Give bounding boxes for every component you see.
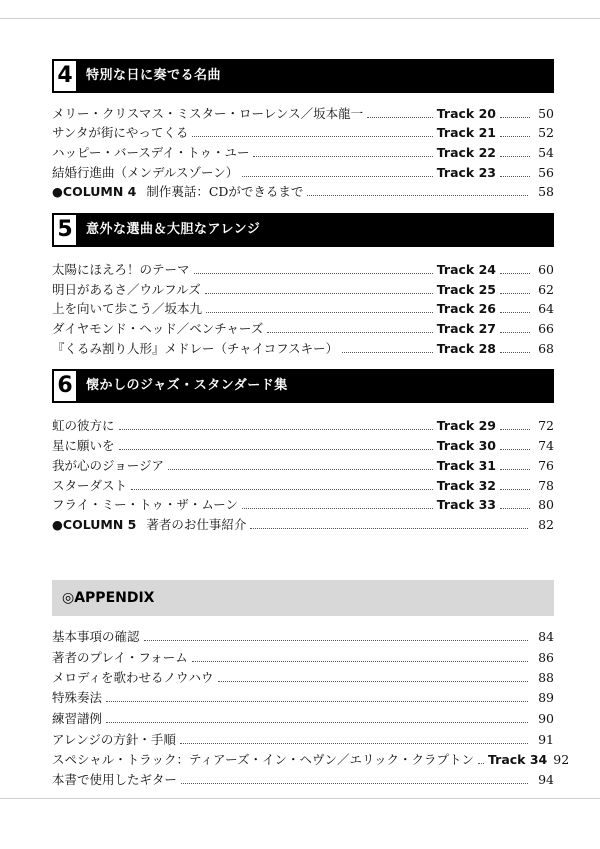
dot-leader bbox=[250, 528, 528, 529]
chapter-4-header bbox=[52, 59, 554, 93]
appendix-entry[interactable] bbox=[52, 669, 554, 687]
chapter-5-header bbox=[52, 213, 554, 247]
column-label: ●COLUMN 5 bbox=[52, 517, 137, 532]
toc-entry[interactable] bbox=[52, 477, 554, 495]
track-number: Track 34 bbox=[488, 752, 548, 767]
track-number: Track 30 bbox=[436, 438, 496, 453]
toc-entry[interactable] bbox=[52, 417, 554, 435]
appendix-item-title: アレンジの方針・手順 bbox=[52, 732, 176, 747]
chapter-number: 4 bbox=[52, 59, 78, 93]
track-number: Track 25 bbox=[436, 282, 496, 297]
dot-leader bbox=[367, 117, 433, 118]
song-title: ハッピー・バースデイ・トゥ・ユー bbox=[52, 145, 250, 160]
page-number: 91 bbox=[538, 732, 554, 747]
dot-leader bbox=[119, 449, 433, 450]
track-number: Track 24 bbox=[436, 262, 496, 277]
chapter-title: 特別な日に奏でる名曲 bbox=[86, 68, 222, 83]
dot-leader bbox=[144, 640, 528, 641]
song-title: メリー・クリスマス・ミスター・ローレンス／坂本龍一 bbox=[52, 106, 364, 121]
track-number: Track 20 bbox=[436, 106, 496, 121]
toc-entry[interactable] bbox=[52, 261, 554, 279]
page-number: 76 bbox=[538, 458, 554, 473]
track-number: Track 31 bbox=[436, 458, 496, 473]
song-title: 太陽にほえろ！のテーマ bbox=[52, 262, 190, 277]
appendix-entry[interactable] bbox=[52, 771, 554, 789]
dot-leader bbox=[106, 722, 528, 723]
dot-leader bbox=[500, 176, 530, 177]
dot-leader bbox=[242, 176, 433, 177]
dot-leader bbox=[500, 156, 530, 157]
page-number: 94 bbox=[538, 772, 554, 787]
page-number: 68 bbox=[538, 341, 554, 356]
toc-column-entry[interactable] bbox=[52, 183, 554, 201]
toc-entry[interactable] bbox=[52, 320, 554, 338]
track-number: Track 23 bbox=[436, 165, 496, 180]
appendix-entry[interactable] bbox=[52, 731, 554, 749]
song-title: 『くるみ割り人形』メドレー（チャイコフスキー） bbox=[52, 341, 339, 356]
dot-leader bbox=[180, 743, 528, 744]
appendix-title: ◎APPENDIX bbox=[62, 590, 155, 606]
track-number: Track 29 bbox=[436, 418, 496, 433]
track-number: Track 26 bbox=[436, 301, 496, 316]
appendix-item-title: 練習譜例 bbox=[52, 711, 103, 726]
page-number: 92 bbox=[553, 752, 570, 767]
column-title: 著者のお仕事紹介 bbox=[146, 517, 247, 532]
toc-entry[interactable] bbox=[52, 281, 554, 299]
dot-leader bbox=[342, 352, 433, 353]
chapter-title: 意外な選曲＆大胆なアレンジ bbox=[86, 222, 261, 237]
chapter-number: 6 bbox=[52, 369, 78, 403]
dot-leader bbox=[478, 763, 484, 764]
appendix-entry[interactable] bbox=[52, 710, 554, 728]
track-number: Track 27 bbox=[436, 321, 496, 336]
bottom-divider bbox=[0, 798, 600, 799]
dot-leader bbox=[500, 273, 530, 274]
dot-leader bbox=[192, 661, 528, 662]
song-title: ダイヤモンド・ヘッド／ベンチャーズ bbox=[52, 321, 264, 336]
appendix-item-title: 本書で使用したギター bbox=[52, 772, 177, 787]
appendix-entry[interactable] bbox=[52, 689, 554, 707]
dot-leader bbox=[307, 195, 528, 196]
page-number: 60 bbox=[538, 262, 554, 277]
dot-leader bbox=[500, 429, 530, 430]
dot-leader bbox=[253, 156, 432, 157]
dot-leader bbox=[194, 273, 433, 274]
dot-leader bbox=[119, 429, 433, 430]
toc-entry[interactable] bbox=[52, 437, 554, 455]
toc-entry[interactable] bbox=[52, 164, 554, 182]
song-title: スターダスト bbox=[52, 478, 128, 493]
toc-entry[interactable] bbox=[52, 300, 554, 318]
dot-leader bbox=[192, 136, 432, 137]
dot-leader bbox=[168, 469, 433, 470]
page-number: 54 bbox=[538, 145, 554, 160]
page-number: 62 bbox=[538, 282, 554, 297]
column-title: 制作裏話：CDができるまで bbox=[146, 184, 304, 199]
dot-leader bbox=[500, 332, 530, 333]
page-number: 52 bbox=[538, 125, 554, 140]
dot-leader bbox=[206, 312, 433, 313]
dot-leader bbox=[500, 312, 530, 313]
appendix-item-title: スペシャル・トラック：ティアーズ・イン・ヘヴン／エリック・クラプトン bbox=[52, 752, 475, 767]
page-number: 50 bbox=[538, 106, 554, 121]
dot-leader bbox=[500, 136, 530, 137]
dot-leader bbox=[500, 352, 530, 353]
dot-leader bbox=[500, 117, 530, 118]
toc-column-entry[interactable] bbox=[52, 516, 554, 534]
page-number: 64 bbox=[538, 301, 554, 316]
column-label: ●COLUMN 4 bbox=[52, 184, 137, 199]
chapter-6-header bbox=[52, 369, 554, 403]
dot-leader bbox=[106, 701, 528, 702]
page-number: 89 bbox=[538, 690, 554, 705]
appendix-item-title: 著者のプレイ・フォーム bbox=[52, 650, 188, 665]
song-title: 我が心のジョージア bbox=[52, 458, 165, 473]
dot-leader bbox=[500, 489, 530, 490]
page-number: 86 bbox=[538, 650, 554, 665]
dot-leader bbox=[181, 783, 528, 784]
dot-leader bbox=[267, 332, 433, 333]
dot-leader bbox=[205, 293, 433, 294]
page-number: 82 bbox=[538, 517, 554, 532]
page-number: 72 bbox=[538, 418, 554, 433]
page-number: 66 bbox=[538, 321, 554, 336]
page-number: 74 bbox=[538, 438, 554, 453]
toc-entry[interactable] bbox=[52, 105, 554, 123]
dot-leader bbox=[500, 293, 530, 294]
track-number: Track 33 bbox=[436, 497, 496, 512]
appendix-item-title: 特殊奏法 bbox=[52, 690, 103, 705]
chapter-number: 5 bbox=[52, 213, 78, 247]
toc-entry[interactable] bbox=[52, 144, 554, 162]
dot-leader bbox=[242, 508, 433, 509]
dot-leader bbox=[218, 681, 528, 682]
dot-leader bbox=[131, 489, 433, 490]
appendix-entry[interactable] bbox=[52, 628, 554, 646]
chapter-title: 懐かしのジャズ・スタンダード集 bbox=[86, 378, 288, 393]
track-number: Track 21 bbox=[436, 125, 496, 140]
song-title: 上を向いて歩こう／坂本九 bbox=[52, 301, 203, 316]
dot-leader bbox=[500, 469, 530, 470]
page-number: 84 bbox=[538, 629, 554, 644]
page-number: 80 bbox=[538, 497, 554, 512]
dot-leader bbox=[500, 449, 530, 450]
toc-entry[interactable] bbox=[52, 457, 554, 475]
page-number: 58 bbox=[538, 184, 554, 199]
page-number: 56 bbox=[538, 165, 554, 180]
dot-leader bbox=[500, 508, 530, 509]
song-title: サンタが街にやってくる bbox=[52, 125, 189, 140]
toc-entry[interactable] bbox=[52, 340, 554, 358]
song-title: 星に願いを bbox=[52, 438, 115, 453]
page-number: 88 bbox=[538, 670, 554, 685]
track-number: Track 22 bbox=[436, 145, 496, 160]
track-number: Track 32 bbox=[436, 478, 496, 493]
song-title: 結婚行進曲（メンデルスゾーン） bbox=[52, 165, 239, 180]
appendix-item-title: メロディを歌わせるノウハウ bbox=[52, 670, 214, 685]
appendix-entry[interactable] bbox=[52, 751, 570, 769]
appendix-entry[interactable] bbox=[52, 649, 554, 667]
song-title: 明日があるさ／ウルフルズ bbox=[52, 282, 201, 297]
song-title: フライ・ミー・トゥ・ザ・ムーン bbox=[52, 497, 238, 512]
page-number: 90 bbox=[538, 711, 554, 726]
appendix-item-title: 基本事項の確認 bbox=[52, 629, 140, 644]
toc-entry[interactable] bbox=[52, 124, 554, 142]
track-number: Track 28 bbox=[436, 341, 496, 356]
top-divider bbox=[0, 18, 600, 19]
toc-entry[interactable] bbox=[52, 496, 554, 514]
song-title: 虹の彼方に bbox=[52, 418, 115, 433]
page-number: 78 bbox=[538, 478, 554, 493]
appendix-header bbox=[52, 580, 554, 616]
